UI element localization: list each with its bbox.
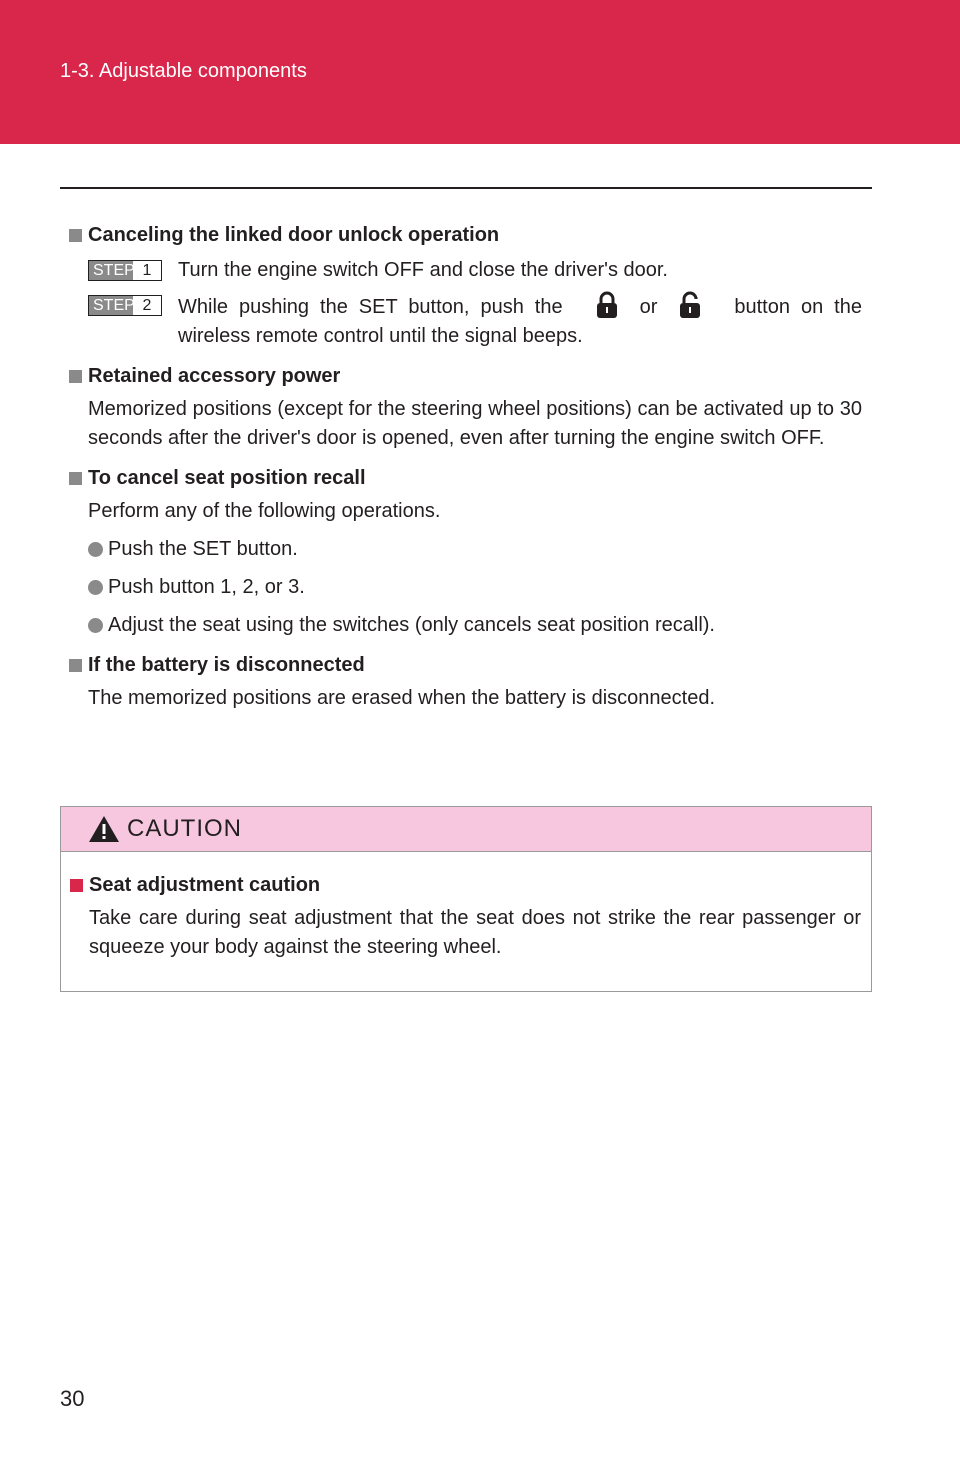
square-bullet-icon (69, 229, 82, 242)
list-item: Push button 1, 2, or 3. (60, 573, 862, 602)
caution-header (61, 807, 871, 852)
step-1 (60, 256, 862, 285)
list-item: Adjust the seat using the switches (only cancels seat position recall). (60, 611, 862, 640)
page-header (0, 0, 960, 144)
square-bullet-icon (69, 472, 82, 485)
lock-icon (594, 291, 620, 319)
list-item: Push the SET button. (60, 535, 862, 564)
step-text: While pushing the SET button, push the (178, 296, 563, 318)
heading-battery: If the battery is disconnected (60, 650, 862, 680)
caution-box (60, 806, 872, 992)
square-bullet-icon (69, 370, 82, 383)
square-bullet-icon (70, 879, 83, 892)
circle-bullet-icon (88, 618, 103, 633)
heading-retained-power: Retained accessory power (60, 361, 862, 391)
circle-bullet-icon (88, 580, 103, 595)
step-badge: STEP 2 (88, 295, 162, 316)
heading-cancel-linked-unlock: Canceling the linked door unlock operation (60, 220, 862, 250)
step-badge: STEP 1 (88, 260, 162, 281)
heading-cancel-recall: To cancel seat position recall (60, 463, 862, 493)
paragraph: Perform any of the following operations. (88, 500, 441, 522)
caution-text: Take care during seat adjustment that the seat does not strike the rear passenger or squeeze your body against the steering wheel. (89, 907, 861, 958)
paragraph: Memorized positions (except for the steering wheel positions) can be activated up to 30 seconds after the driver's door is opened, even after turning the engine switch OFF. (88, 398, 862, 449)
square-bullet-icon (69, 659, 82, 672)
step-text-after: button on the wireless remote control until the signal beeps. (178, 296, 862, 347)
section-title: 1-3. Adjustable components (60, 60, 307, 82)
step-2 (60, 291, 862, 351)
caution-body (61, 852, 871, 962)
caution-heading: Seat adjustment caution (61, 870, 861, 900)
page-number: 30 (60, 1386, 85, 1411)
warning-triangle-icon (88, 815, 120, 843)
main-content (60, 212, 862, 713)
step-text-or: or (639, 296, 658, 318)
paragraph: The memorized positions are erased when the battery is disconnected. (88, 687, 716, 709)
circle-bullet-icon (88, 542, 103, 557)
caution-title: CAUTION (127, 815, 242, 842)
unlock-icon (677, 291, 703, 319)
divider (60, 187, 872, 189)
step-text: Turn the engine switch OFF and close the driver's door. (178, 259, 668, 281)
